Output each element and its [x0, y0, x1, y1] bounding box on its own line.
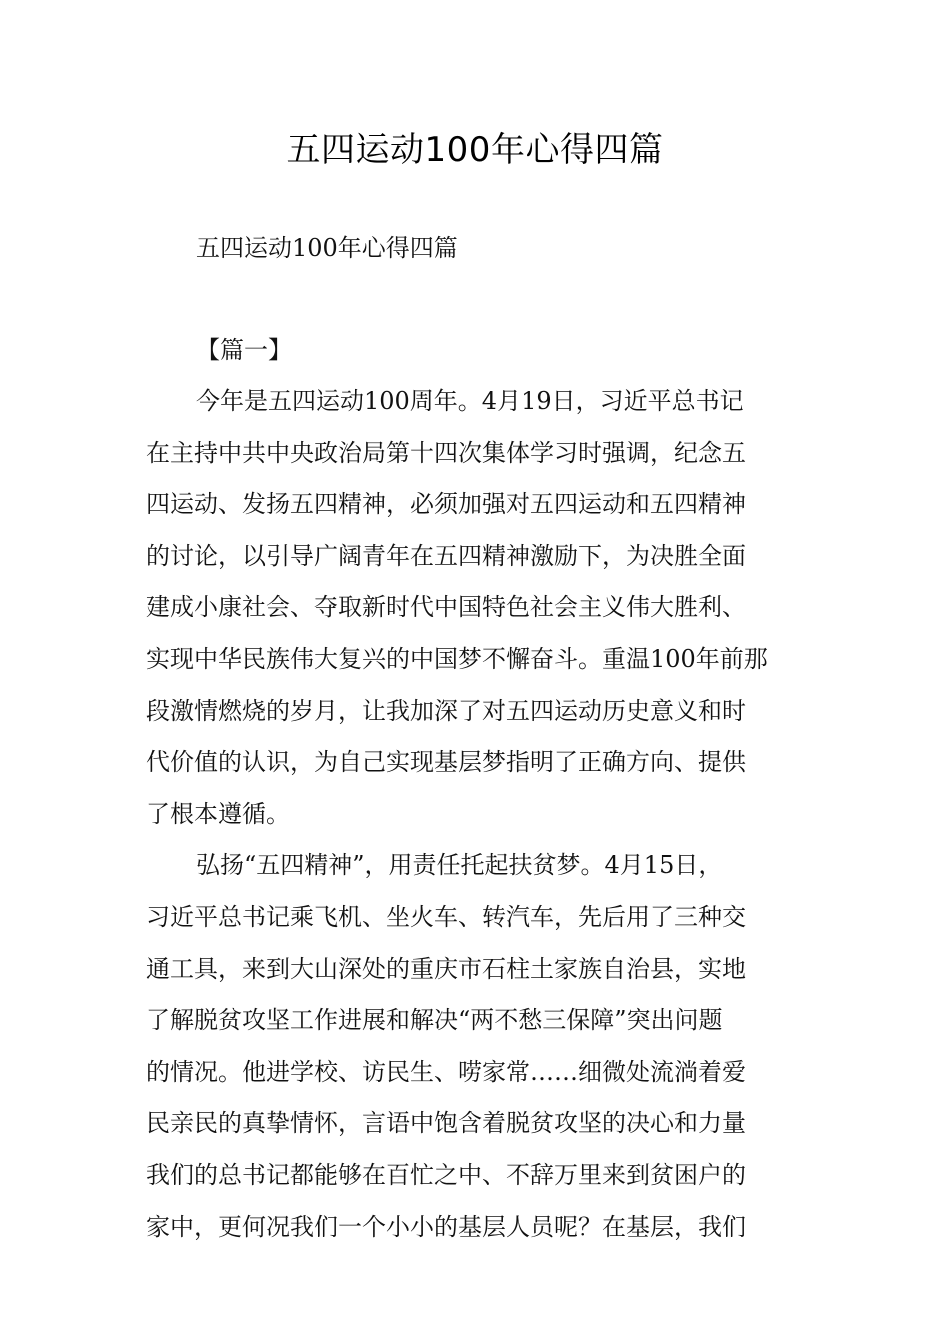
paragraph-2-line: 弘扬“五四精神”，用责任托起扶贫梦。4月15日，: [196, 851, 723, 880]
document-title: 五四运动100年心得四篇: [286, 130, 664, 170]
paragraph-2-line: 家中，更何况我们一个小小的基层人员呢？在基层，我们: [146, 1212, 746, 1241]
paragraph-1-line: 了根本遵循。: [146, 799, 290, 828]
paragraph-2-line: 的情况。他进学校、访民生、唠家常……细微处流淌着爱: [146, 1057, 746, 1086]
paragraph-2-line: 通工具，来到大山深处的重庆市石柱土家族自治县，实地: [146, 954, 746, 983]
paragraph-2-line: 民亲民的真挚情怀，言语中饱含着脱贫攻坚的决心和力量: [146, 1109, 746, 1138]
paragraph-1-line: 的讨论，以引导广阔青年在五四精神激励下，为决胜全面: [146, 541, 746, 570]
body-text: [146, 376, 808, 1253]
document-subtitle: 五四运动100年心得四篇: [196, 234, 458, 262]
paragraph-1-line: 四运动、发扬五四精神，必须加强对五四运动和五四精神: [146, 490, 746, 519]
paragraph-1-line: 代价值的认识，为自己实现基层梦指明了正确方向、提供: [146, 748, 746, 777]
section-heading: 【篇一】: [196, 336, 292, 364]
paragraph-1-line: 段激情燃烧的岁月，让我加深了对五四运动历史意义和时: [146, 696, 746, 725]
paragraph-1-line: 建成小康社会、夺取新时代中国特色社会主义伟大胜利、: [146, 593, 746, 622]
paragraph-2-line: 习近平总书记乘飞机、坐火车、转汽车，先后用了三种交: [146, 902, 746, 931]
paragraph-1-line: 实现中华民族伟大复兴的中国梦不懈奋斗。重温100年前那: [146, 644, 768, 673]
paragraph-1-line: 在主持中共中央政治局第十四次集体学习时强调，纪念五: [146, 438, 746, 467]
paragraph-2-line: 了解脱贫攻坚工作进展和解决“两不愁三保障”突出问题: [146, 1006, 723, 1035]
paragraph-1-line: 今年是五四运动100周年。4月19日，习近平总书记: [196, 387, 744, 415]
paragraph-2-line: 我们的总书记都能够在百忙之中、不辞万里来到贫困户的: [146, 1160, 746, 1189]
